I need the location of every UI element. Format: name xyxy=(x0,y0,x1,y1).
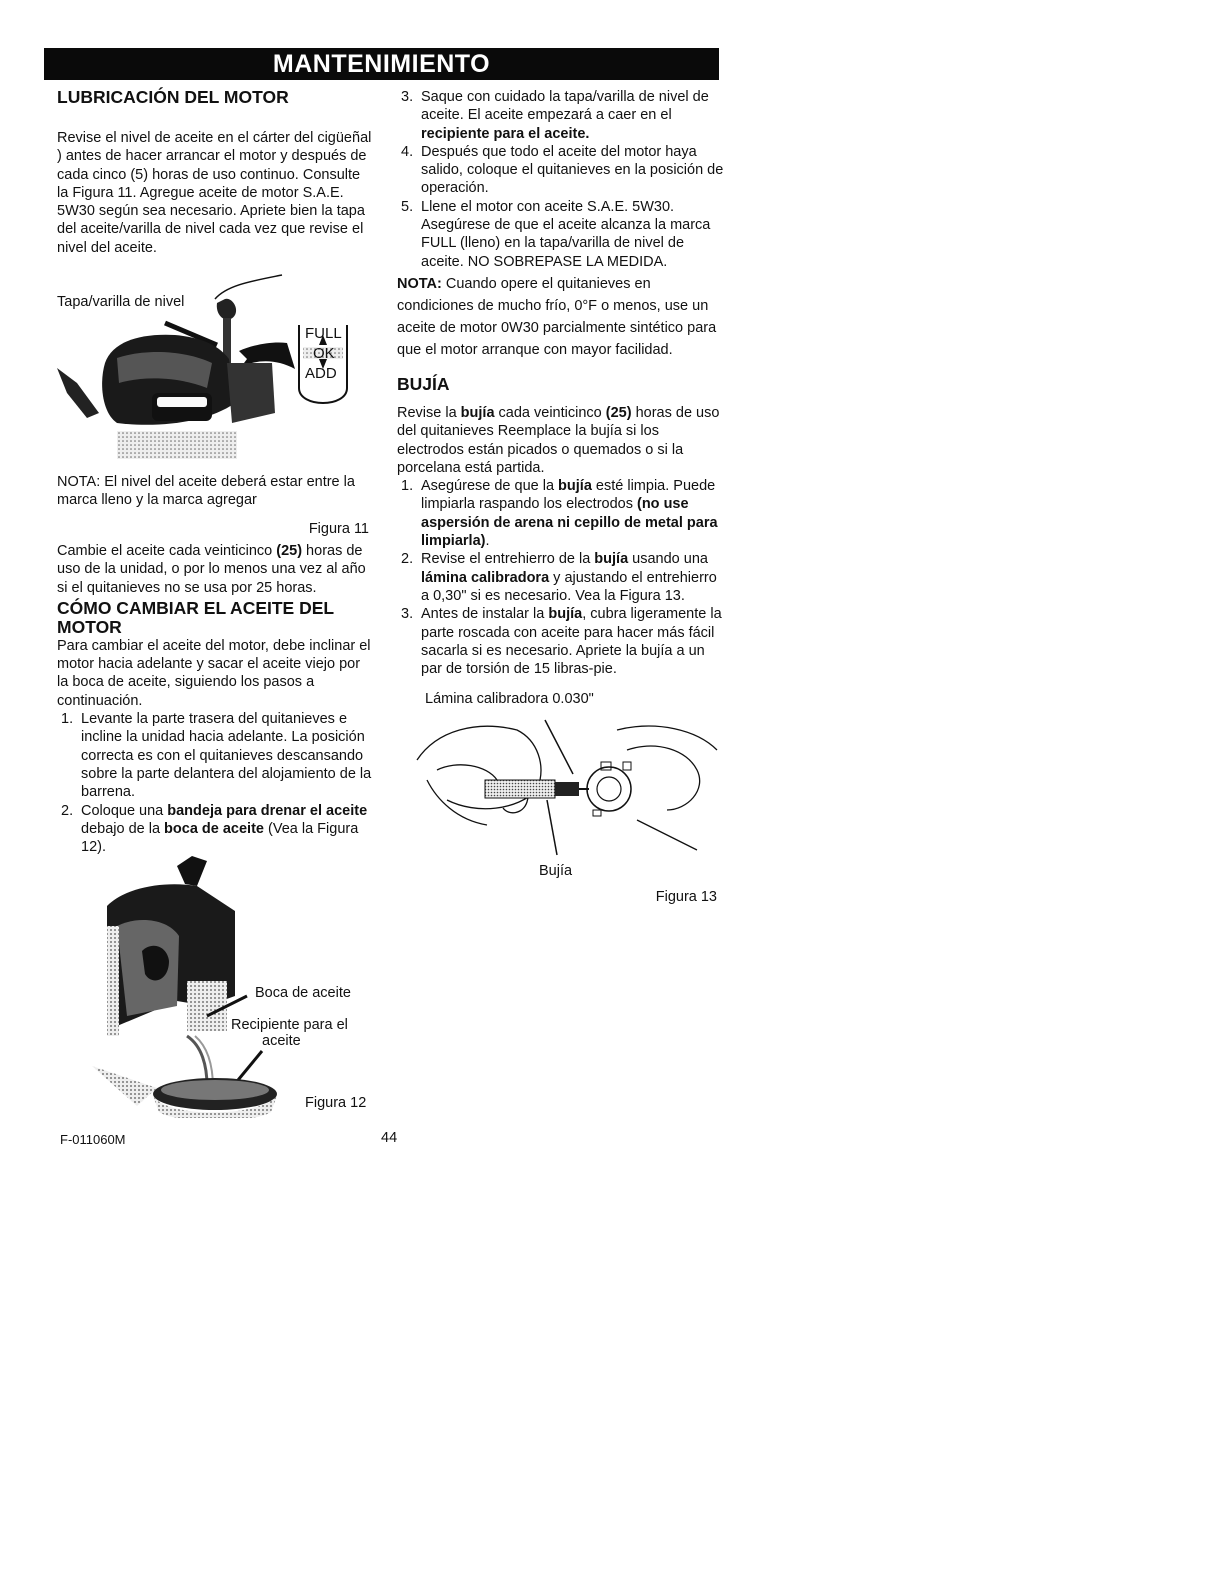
list-item: 1. Asegúrese de que la bujía esté limpia. Puede limpiarla raspando los electrodos (no use aspersión de arena ni cepillo de metal para limpiarla). xyxy=(401,478,718,550)
caption-figura-13: Figura 13 xyxy=(655,889,717,906)
steps-continuation xyxy=(397,88,727,271)
footer-code: F-011060M xyxy=(60,1132,126,1147)
caption-figura-12: Figura 12 xyxy=(305,1095,367,1112)
list-item: 5. Llene el motor con aceite S.A.E. 5W30. Asegúrese de que el aceite alcanza la marca FULL (lleno) en la tapa/varilla de nivel de aceite. NO SOBREPASE LA MEDIDA. xyxy=(401,198,711,270)
list-item: 3. Antes de instalar la bujía, cubra ligeramente la parte roscada con aceite para hacer más fácil sacarla si es necesario. Apriete la bujía a un par de torsión de 15 libras-pie. xyxy=(401,606,722,678)
gauge-ok-label: OK xyxy=(313,345,335,363)
spark-plug-gap-illustration xyxy=(397,710,727,860)
left-column xyxy=(57,88,375,1118)
paragraph-cambie-aceite: Cambie el aceite cada veinticinco (25) horas de uso de la unidad, o por lo menos una vez al año si el quitanieves no se usa por 25 horas. xyxy=(57,542,366,596)
heading-cambiar-aceite: CÓMO CAMBIAR EL ACEITE DEL MOTOR xyxy=(57,597,334,637)
label-boca-aceite: Boca de aceite xyxy=(255,985,351,1002)
figure-13 xyxy=(397,690,727,890)
steps-cambiar-aceite xyxy=(57,710,375,856)
label-recipiente-1: Recipiente para el xyxy=(231,1017,348,1034)
steps-bujia xyxy=(397,477,727,678)
heading-lubricacion: LUBRICACIÓN DEL MOTOR xyxy=(57,87,289,107)
gauge-full-label: FULL xyxy=(305,325,342,343)
gauge-add-label: ADD xyxy=(305,365,337,383)
label-recipiente-2: aceite xyxy=(262,1033,301,1050)
label-lamina-calibradora: Lámina calibradora 0.030" xyxy=(425,691,594,708)
list-item: 4. Después que todo el aceite del motor haya salido, coloque el quitanieves en la posición de operación. xyxy=(401,143,724,197)
list-item: 1. Levante la parte trasera del quitanieves e incline la unidad hacia adelante. La posición correcta es con el quitanieves descansando sobre la parte delantera del alojamiento de la barrena. xyxy=(61,711,372,801)
caption-figura-11: Figura 11 xyxy=(308,520,369,537)
right-column xyxy=(397,88,727,907)
paragraph-bujia: Revise la bujía cada veinticinco (25) horas de uso del quitanieves Reemplace la bujía si los electrodos están picados o quemados o si la porcelana está partida. xyxy=(397,404,720,476)
section-banner: MANTENIMIENTO xyxy=(44,48,719,80)
label-tapa-varilla: Tapa/varilla de nivel xyxy=(57,294,185,311)
paragraph-cambiar-aceite: Para cambiar el aceite del motor, debe inclinar el motor hacia adelante y sacar el aceite viejo por la boca de aceite, siguiendo los pasos a continuación. xyxy=(57,637,371,709)
heading-bujia: BUJÍA xyxy=(397,373,450,394)
list-item: 2. Revise el entrehierro de la bujía usando una lámina calibradora y ajustando el entrehierro a 0,30" si es necesario. Vea la Figura 13. xyxy=(401,551,717,604)
list-item: 3. Saque con cuidado la tapa/varilla de nivel de aceite. El aceite empezará a caer en el recipiente para el aceite. xyxy=(401,89,709,142)
list-item: 2. Coloque una bandeja para drenar el aceite debajo de la boca de aceite (Vea la Figura 12). xyxy=(61,802,368,856)
label-bujia: Bujía xyxy=(539,863,573,880)
figure-11 xyxy=(57,263,375,473)
nota-frio: NOTA: Cuando opere el quitanieves en condiciones de mucho frío, 0°F o menos, use un aceite de motor 0W30 parcialmente sintético para que el motor arranque con mayor facilidad. xyxy=(397,275,717,358)
figure-12 xyxy=(57,856,375,1118)
page-number: 44 xyxy=(381,1130,398,1146)
paragraph-lubricacion: Revise el nivel de aceite en el cárter del cigüeñal ) antes de hacer arrancar el motor y después de cada cinco (5) horas de uso continuo. Consulte la Figura 11. Agregue aceite de motor S.A.E. 5W30 según sea necesario. Apriete bien la tapa del aceite/varilla de nivel cada vez que revise el nivel del aceite. xyxy=(57,130,372,256)
nota-figura-11: NOTA: El nivel del aceite deberá estar entre la marca lleno y la marca agregar xyxy=(57,474,355,509)
